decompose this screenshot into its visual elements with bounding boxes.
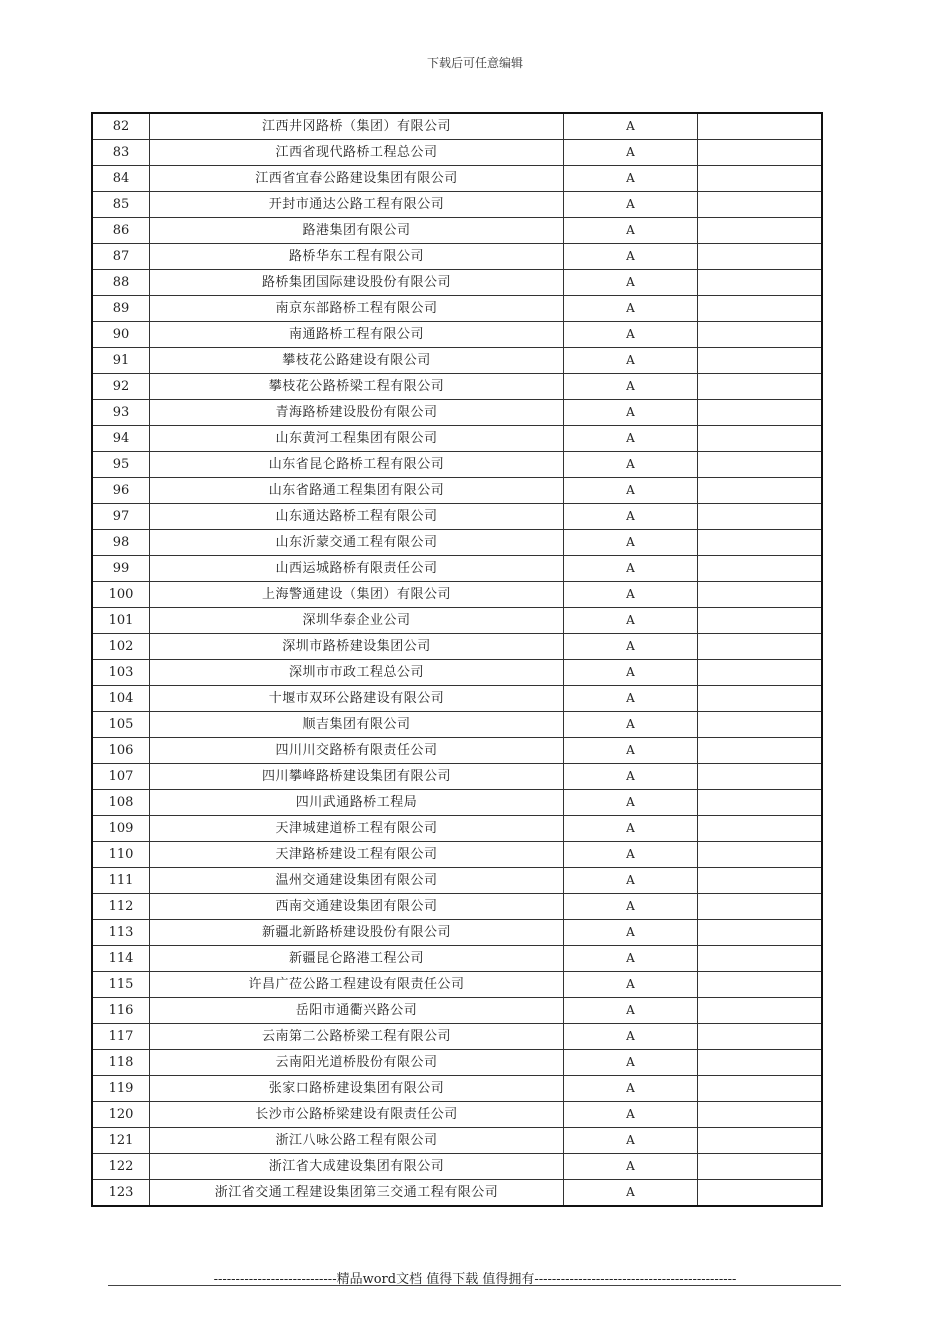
company-name-cell: 江西省现代路桥工程总公司 <box>150 140 564 166</box>
company-name-cell: 山东黄河工程集团有限公司 <box>150 426 564 452</box>
table-row <box>92 634 822 660</box>
row-number-cell: 112 <box>92 894 150 920</box>
grade-cell: A <box>564 816 698 842</box>
row-number-cell: 90 <box>92 322 150 348</box>
company-name-cell: 长沙市公路桥梁建设有限责任公司 <box>150 1102 564 1128</box>
company-name-cell: 温州交通建设集团有限公司 <box>150 868 564 894</box>
grade-cell: A <box>564 113 698 140</box>
row-number-cell: 121 <box>92 1128 150 1154</box>
row-number-cell: 113 <box>92 920 150 946</box>
row-number-cell: 84 <box>92 166 150 192</box>
company-name-cell: 天津城建道桥工程有限公司 <box>150 816 564 842</box>
remarks-cell <box>698 1154 823 1180</box>
grade-cell: A <box>564 894 698 920</box>
row-number-cell: 96 <box>92 478 150 504</box>
table-row <box>92 374 822 400</box>
company-name-cell: 上海警通建设（集团）有限公司 <box>150 582 564 608</box>
row-number-cell: 118 <box>92 1050 150 1076</box>
remarks-cell <box>698 218 823 244</box>
row-number-cell: 85 <box>92 192 150 218</box>
row-number-cell: 83 <box>92 140 150 166</box>
row-number-cell: 101 <box>92 608 150 634</box>
remarks-cell <box>698 582 823 608</box>
grade-cell: A <box>564 322 698 348</box>
row-number-cell: 110 <box>92 842 150 868</box>
company-name-cell: 云南第二公路桥梁工程有限公司 <box>150 1024 564 1050</box>
company-name-cell: 浙江八咏公路工程有限公司 <box>150 1128 564 1154</box>
remarks-cell <box>698 504 823 530</box>
footer-note: ----------------------------精品word文档 值得下载 值得拥有---------------------------------------------- <box>213 1272 737 1287</box>
row-number-cell: 123 <box>92 1180 150 1207</box>
grade-cell: A <box>564 270 698 296</box>
grade-cell: A <box>564 504 698 530</box>
table-row <box>92 1128 822 1154</box>
grade-cell: A <box>564 452 698 478</box>
row-number-cell: 98 <box>92 530 150 556</box>
header-note: 下载后可任意编辑 <box>426 56 523 70</box>
table-row <box>92 426 822 452</box>
row-number-cell: 82 <box>92 113 150 140</box>
table-row <box>92 113 822 140</box>
remarks-cell <box>698 1024 823 1050</box>
company-name-cell: 山东省昆仑路桥工程有限公司 <box>150 452 564 478</box>
grade-cell: A <box>564 374 698 400</box>
table-row <box>92 1154 822 1180</box>
company-name-cell: 云南阳光道桥股份有限公司 <box>150 1050 564 1076</box>
company-name-cell: 新疆昆仑路港工程公司 <box>150 946 564 972</box>
grade-cell: A <box>564 790 698 816</box>
table-row <box>92 816 822 842</box>
table-row <box>92 608 822 634</box>
remarks-cell <box>698 348 823 374</box>
company-name-cell: 山东省路通工程集团有限公司 <box>150 478 564 504</box>
table-row <box>92 946 822 972</box>
company-name-cell: 山西运城路桥有限责任公司 <box>150 556 564 582</box>
table-row <box>92 192 822 218</box>
company-name-cell: 南京东部路桥工程有限公司 <box>150 296 564 322</box>
remarks-cell <box>698 400 823 426</box>
grade-cell: A <box>564 1050 698 1076</box>
table-row <box>92 1076 822 1102</box>
remarks-cell <box>698 478 823 504</box>
row-number-cell: 106 <box>92 738 150 764</box>
table-row <box>92 400 822 426</box>
table-row <box>92 244 822 270</box>
table-row <box>92 842 822 868</box>
grade-cell: A <box>564 556 698 582</box>
remarks-cell <box>698 842 823 868</box>
table-row <box>92 712 822 738</box>
table-row <box>92 660 822 686</box>
company-name-cell: 路桥华东工程有限公司 <box>150 244 564 270</box>
company-name-cell: 岳阳市通衢兴路公司 <box>150 998 564 1024</box>
company-name-cell: 浙江省交通工程建设集团第三交通工程有限公司 <box>150 1180 564 1207</box>
company-name-cell: 浙江省大成建设集团有限公司 <box>150 1154 564 1180</box>
remarks-cell <box>698 790 823 816</box>
grade-cell: A <box>564 244 698 270</box>
grade-cell: A <box>564 218 698 244</box>
remarks-cell <box>698 998 823 1024</box>
remarks-cell <box>698 972 823 998</box>
grade-cell: A <box>564 348 698 374</box>
company-name-cell: 青海路桥建设股份有限公司 <box>150 400 564 426</box>
company-name-cell: 深圳市市政工程总公司 <box>150 660 564 686</box>
table-row <box>92 530 822 556</box>
grade-cell: A <box>564 582 698 608</box>
grade-cell: A <box>564 296 698 322</box>
grade-cell: A <box>564 868 698 894</box>
table-row <box>92 478 822 504</box>
row-number-cell: 102 <box>92 634 150 660</box>
row-number-cell: 97 <box>92 504 150 530</box>
grade-cell: A <box>564 1180 698 1207</box>
table-row <box>92 920 822 946</box>
row-number-cell: 103 <box>92 660 150 686</box>
row-number-cell: 94 <box>92 426 150 452</box>
remarks-cell <box>698 166 823 192</box>
row-number-cell: 117 <box>92 1024 150 1050</box>
table-row <box>92 998 822 1024</box>
grade-cell: A <box>564 712 698 738</box>
remarks-cell <box>698 1128 823 1154</box>
remarks-cell <box>698 140 823 166</box>
remarks-cell <box>698 426 823 452</box>
remarks-cell <box>698 452 823 478</box>
table-row <box>92 218 822 244</box>
row-number-cell: 115 <box>92 972 150 998</box>
row-number-cell: 91 <box>92 348 150 374</box>
grade-cell: A <box>564 530 698 556</box>
company-name-cell: 深圳华泰企业公司 <box>150 608 564 634</box>
grade-cell: A <box>564 998 698 1024</box>
row-number-cell: 87 <box>92 244 150 270</box>
row-number-cell: 108 <box>92 790 150 816</box>
company-name-cell: 四川攀峰路桥建设集团有限公司 <box>150 764 564 790</box>
footer-rule <box>108 1285 841 1286</box>
remarks-cell <box>698 660 823 686</box>
row-number-cell: 105 <box>92 712 150 738</box>
table-row <box>92 504 822 530</box>
remarks-cell <box>698 894 823 920</box>
grade-cell: A <box>564 920 698 946</box>
remarks-cell <box>698 270 823 296</box>
grade-cell: A <box>564 166 698 192</box>
table-row <box>92 140 822 166</box>
table-row <box>92 270 822 296</box>
row-number-cell: 109 <box>92 816 150 842</box>
grade-cell: A <box>564 608 698 634</box>
remarks-cell <box>698 608 823 634</box>
table-row <box>92 868 822 894</box>
remarks-cell <box>698 296 823 322</box>
grade-cell: A <box>564 1024 698 1050</box>
company-name-cell: 攀枝花公路建设有限公司 <box>150 348 564 374</box>
row-number-cell: 114 <box>92 946 150 972</box>
grade-cell: A <box>564 1076 698 1102</box>
grade-cell: A <box>564 478 698 504</box>
company-name-cell: 南通路桥工程有限公司 <box>150 322 564 348</box>
grade-cell: A <box>564 738 698 764</box>
remarks-cell <box>698 1076 823 1102</box>
table-row <box>92 1102 822 1128</box>
remarks-cell <box>698 634 823 660</box>
remarks-cell <box>698 868 823 894</box>
company-name-cell: 十堰市双环公路建设有限公司 <box>150 686 564 712</box>
grade-cell: A <box>564 634 698 660</box>
grade-cell: A <box>564 660 698 686</box>
table-row <box>92 556 822 582</box>
grade-cell: A <box>564 426 698 452</box>
row-number-cell: 116 <box>92 998 150 1024</box>
row-number-cell: 93 <box>92 400 150 426</box>
row-number-cell: 88 <box>92 270 150 296</box>
row-number-cell: 104 <box>92 686 150 712</box>
table-row <box>92 322 822 348</box>
remarks-cell <box>698 1102 823 1128</box>
table-row <box>92 452 822 478</box>
grade-cell: A <box>564 1128 698 1154</box>
remarks-cell <box>698 113 823 140</box>
grade-cell: A <box>564 686 698 712</box>
remarks-cell <box>698 686 823 712</box>
row-number-cell: 100 <box>92 582 150 608</box>
table-row <box>92 1050 822 1076</box>
remarks-cell <box>698 374 823 400</box>
table-row <box>92 972 822 998</box>
company-name-cell: 江西井冈路桥（集团）有限公司 <box>150 113 564 140</box>
company-name-cell: 路桥集团国际建设股份有限公司 <box>150 270 564 296</box>
company-name-cell: 江西省宜春公路建设集团有限公司 <box>150 166 564 192</box>
row-number-cell: 119 <box>92 1076 150 1102</box>
table-row <box>92 1180 822 1207</box>
row-number-cell: 122 <box>92 1154 150 1180</box>
row-number-cell: 86 <box>92 218 150 244</box>
company-name-cell: 西南交通建设集团有限公司 <box>150 894 564 920</box>
grade-cell: A <box>564 842 698 868</box>
remarks-cell <box>698 946 823 972</box>
table-row <box>92 764 822 790</box>
table-row <box>92 1024 822 1050</box>
grade-cell: A <box>564 1102 698 1128</box>
row-number-cell: 111 <box>92 868 150 894</box>
grade-cell: A <box>564 140 698 166</box>
table-row <box>92 894 822 920</box>
company-name-cell: 山东通达路桥工程有限公司 <box>150 504 564 530</box>
row-number-cell: 89 <box>92 296 150 322</box>
company-name-cell: 四川川交路桥有限责任公司 <box>150 738 564 764</box>
remarks-cell <box>698 712 823 738</box>
row-number-cell: 107 <box>92 764 150 790</box>
remarks-cell <box>698 738 823 764</box>
table-row <box>92 790 822 816</box>
company-name-cell: 深圳市路桥建设集团公司 <box>150 634 564 660</box>
remarks-cell <box>698 1050 823 1076</box>
row-number-cell: 92 <box>92 374 150 400</box>
table-row <box>92 348 822 374</box>
company-name-cell: 许昌广莅公路工程建设有限责任公司 <box>150 972 564 998</box>
company-name-cell: 新疆北新路桥建设股份有限公司 <box>150 920 564 946</box>
table-row <box>92 738 822 764</box>
remarks-cell <box>698 1180 823 1207</box>
company-table <box>91 112 823 1207</box>
grade-cell: A <box>564 1154 698 1180</box>
table-body <box>92 113 822 1206</box>
remarks-cell <box>698 244 823 270</box>
company-name-cell: 路港集团有限公司 <box>150 218 564 244</box>
table-row <box>92 582 822 608</box>
company-name-cell: 天津路桥建设工程有限公司 <box>150 842 564 868</box>
remarks-cell <box>698 920 823 946</box>
remarks-cell <box>698 816 823 842</box>
company-name-cell: 山东沂蒙交通工程有限公司 <box>150 530 564 556</box>
grade-cell: A <box>564 400 698 426</box>
grade-cell: A <box>564 192 698 218</box>
row-number-cell: 99 <box>92 556 150 582</box>
company-table-wrapper <box>91 112 823 1207</box>
row-number-cell: 95 <box>92 452 150 478</box>
grade-cell: A <box>564 764 698 790</box>
company-name-cell: 顺吉集团有限公司 <box>150 712 564 738</box>
remarks-cell <box>698 530 823 556</box>
remarks-cell <box>698 556 823 582</box>
remarks-cell <box>698 322 823 348</box>
grade-cell: A <box>564 972 698 998</box>
remarks-cell <box>698 764 823 790</box>
grade-cell: A <box>564 946 698 972</box>
company-name-cell: 攀枝花公路桥梁工程有限公司 <box>150 374 564 400</box>
remarks-cell <box>698 192 823 218</box>
table-row <box>92 166 822 192</box>
row-number-cell: 120 <box>92 1102 150 1128</box>
table-row <box>92 296 822 322</box>
company-name-cell: 张家口路桥建设集团有限公司 <box>150 1076 564 1102</box>
company-name-cell: 开封市通达公路工程有限公司 <box>150 192 564 218</box>
table-row <box>92 686 822 712</box>
company-name-cell: 四川武通路桥工程局 <box>150 790 564 816</box>
